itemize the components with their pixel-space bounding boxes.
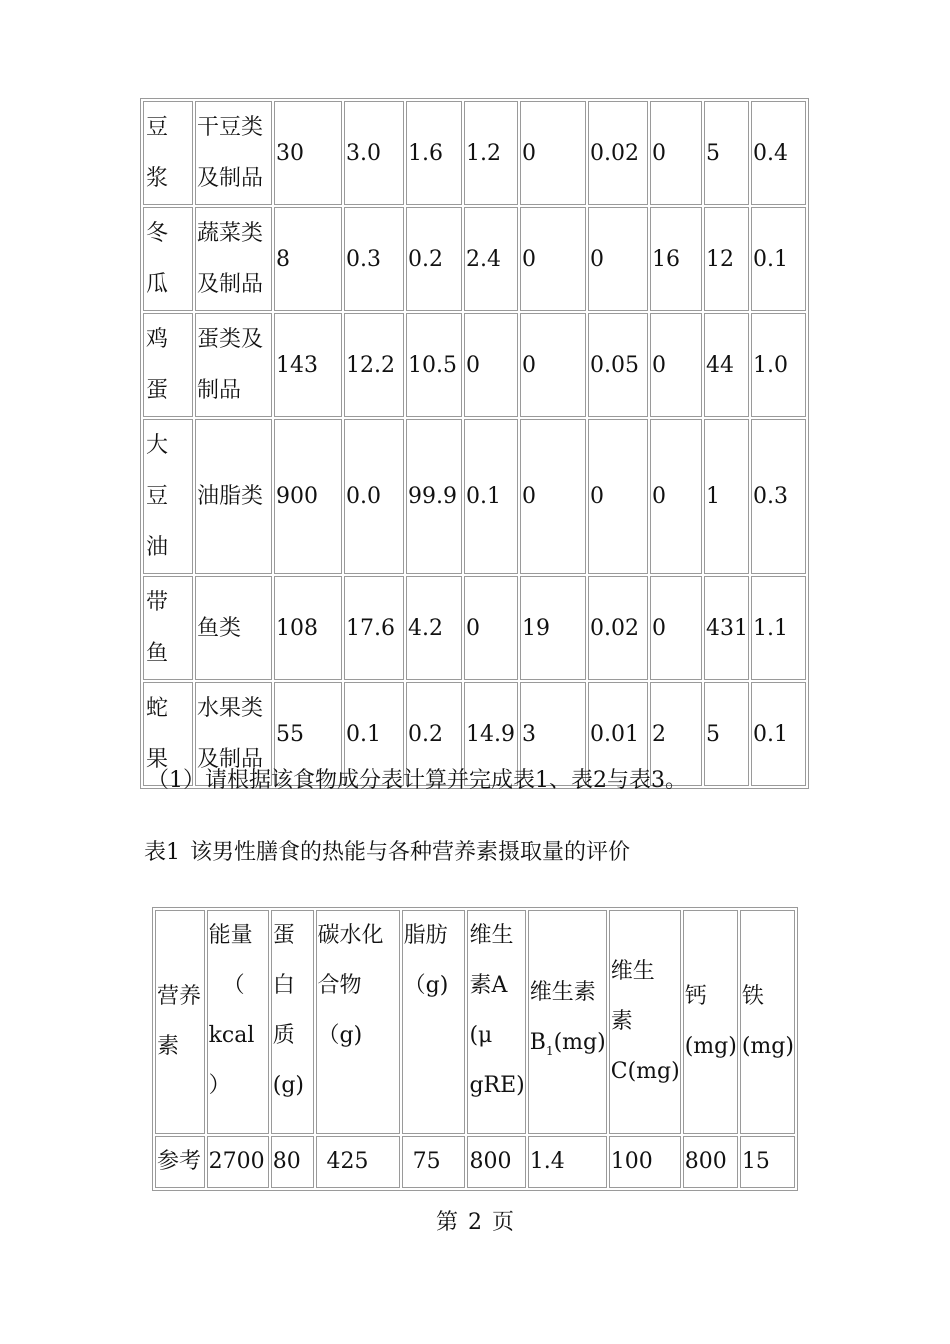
header-line: 合物	[317, 973, 362, 998]
header-line: (g)	[272, 1073, 305, 1098]
food-value-cell: 0.3	[344, 207, 404, 311]
food-value-cell: 0	[650, 101, 702, 205]
header-line: 钙	[684, 984, 707, 1009]
reference-value-cell: 75	[402, 1136, 466, 1188]
food-value-cell: 99.9	[406, 419, 462, 574]
table1-header-row	[155, 910, 795, 1134]
header-calcium	[683, 910, 738, 1134]
header-line: (mg)	[684, 1034, 737, 1059]
header-line	[530, 1018, 606, 1076]
food-value-cell: 17.6	[344, 576, 404, 680]
page-number: 2	[468, 1210, 482, 1235]
header-line: 素	[610, 1009, 633, 1034]
header-fat	[402, 910, 466, 1134]
food-row	[143, 576, 806, 680]
header-line: （g)	[317, 1023, 363, 1048]
food-value-cell: 0	[520, 419, 586, 574]
food-value-cell: 0	[464, 576, 518, 680]
food-name-line: 瓜	[146, 272, 169, 297]
food-name-line: 冬	[146, 221, 169, 246]
header-line: 质	[272, 1023, 295, 1048]
footer-suffix: 页	[492, 1210, 515, 1235]
header-line: 蛋	[272, 923, 295, 948]
food-row	[143, 419, 806, 574]
header-line: (μ	[469, 1023, 493, 1048]
reference-value-cell: 425	[316, 1136, 400, 1188]
food-value-cell: 0	[464, 313, 518, 417]
food-name-line: 浆	[146, 166, 169, 191]
table1-caption-text: 该男性膳食的热能与各种营养素摄取量的评价	[190, 840, 631, 865]
food-value-cell: 0.1	[751, 682, 806, 786]
food-value-cell: 0.02	[588, 576, 648, 680]
food-value-cell: 3	[520, 682, 586, 786]
footer-prefix: 第	[435, 1210, 458, 1235]
vitamin-b1-letter: B	[529, 1030, 546, 1055]
food-category-line: 及制品	[197, 747, 264, 772]
food-value-cell: 8	[274, 207, 342, 311]
reference-value-cell: 1.4	[528, 1136, 607, 1188]
food-name-cell	[143, 101, 193, 205]
food-name-line: 大	[146, 433, 169, 458]
food-value-cell: 0.02	[588, 101, 648, 205]
reference-value-cell: 15	[740, 1136, 795, 1188]
food-value-cell: 12.2	[344, 313, 404, 417]
food-value-cell: 0.3	[751, 419, 806, 574]
header-line: 碳水化	[317, 923, 384, 948]
table1-reference-row	[155, 1136, 795, 1188]
food-value-cell: 19	[520, 576, 586, 680]
food-name-cell	[143, 576, 193, 680]
food-value-cell: 14.9	[464, 682, 518, 786]
food-name-line: 豆	[146, 115, 169, 140]
food-value-cell: 2	[650, 682, 702, 786]
food-category-line: 油脂类	[197, 484, 264, 509]
food-value-cell: 12	[704, 207, 749, 311]
food-value-cell: 0	[588, 207, 648, 311]
food-value-cell: 55	[274, 682, 342, 786]
food-value-cell: 4.2	[406, 576, 462, 680]
food-value-cell: 0	[520, 101, 586, 205]
food-value-cell: 0	[588, 419, 648, 574]
food-row	[143, 207, 806, 311]
food-name-line: 蛇	[146, 696, 169, 721]
food-category-line: 制品	[197, 378, 242, 403]
food-name-line: 带	[146, 590, 169, 615]
table1-caption	[144, 838, 630, 868]
food-value-cell: 108	[274, 576, 342, 680]
food-value-cell: 431	[704, 576, 749, 680]
food-composition-table	[140, 98, 809, 789]
food-value-cell: 0.4	[751, 101, 806, 205]
food-value-cell: 0	[650, 313, 702, 417]
header-iron	[740, 910, 795, 1134]
food-value-cell: 1.6	[406, 101, 462, 205]
header-vitamin-a	[467, 910, 525, 1134]
reference-value-cell: 800	[467, 1136, 525, 1188]
food-name-line: 果	[146, 747, 169, 772]
header-line: 维生	[610, 959, 655, 984]
food-value-cell: 1	[704, 419, 749, 574]
header-line: 能量	[208, 923, 253, 948]
food-category-line: 蛋类及	[197, 327, 264, 352]
header-line: （g)	[403, 973, 449, 998]
header-line: (mg)	[741, 1034, 794, 1059]
food-value-cell: 0	[520, 207, 586, 311]
food-value-cell: 0.2	[406, 207, 462, 311]
header-line: 脂肪	[403, 923, 448, 948]
header-protein	[271, 910, 314, 1134]
food-value-cell: 0.05	[588, 313, 648, 417]
food-name-line: 鱼	[146, 641, 169, 666]
vitamin-b1-unit: (mg)	[553, 1030, 606, 1055]
food-name-line: 豆	[146, 484, 169, 509]
food-value-cell: 143	[274, 313, 342, 417]
header-vitamin-c	[609, 910, 681, 1134]
food-category-cell	[195, 313, 272, 417]
food-value-cell: 1.1	[751, 576, 806, 680]
header-line: 营养	[157, 984, 202, 1009]
header-line: 维生素	[529, 980, 596, 1005]
food-value-cell: 0	[650, 576, 702, 680]
header-line: kcal	[208, 1023, 255, 1048]
food-category-cell	[195, 101, 272, 205]
food-category-cell	[195, 419, 272, 574]
food-value-cell: 0.1	[751, 207, 806, 311]
header-energy	[207, 910, 269, 1134]
page-footer	[0, 1208, 950, 1238]
header-carbs	[316, 910, 400, 1134]
header-line: （	[222, 973, 245, 998]
food-row	[143, 101, 806, 205]
food-value-cell: 10.5	[406, 313, 462, 417]
food-name-cell	[143, 207, 193, 311]
food-value-cell: 16	[650, 207, 702, 311]
food-name-cell	[143, 313, 193, 417]
food-value-cell: 44	[704, 313, 749, 417]
food-value-cell: 0.1	[344, 682, 404, 786]
food-value-cell: 30	[274, 101, 342, 205]
header-nutrient	[155, 910, 205, 1134]
food-value-cell: 0.1	[464, 419, 518, 574]
food-category-line: 水果类	[197, 696, 264, 721]
header-line: C(mg)	[610, 1059, 680, 1084]
instruction-note: （1）请根据该食物成分表计算并完成表1、表2与表3。	[147, 768, 687, 793]
header-line: 素A	[469, 973, 508, 998]
header-line: 维生	[469, 923, 514, 948]
reference-value-cell: 80	[271, 1136, 314, 1188]
header-line: 素	[157, 1034, 180, 1059]
food-name-line: 鸡	[146, 327, 169, 352]
food-value-cell: 900	[274, 419, 342, 574]
food-value-cell: 0	[650, 419, 702, 574]
food-category-line: 及制品	[197, 166, 264, 191]
reference-value-cell: 100	[609, 1136, 681, 1188]
food-row	[143, 313, 806, 417]
food-category-line: 鱼类	[197, 615, 242, 641]
food-value-cell: 2.4	[464, 207, 518, 311]
header-line: ）	[208, 1073, 231, 1098]
food-category-cell	[195, 576, 272, 680]
food-value-cell: 1.2	[464, 101, 518, 205]
food-value-cell: 1.0	[751, 313, 806, 417]
food-category-cell	[195, 207, 272, 311]
food-value-cell: 5	[704, 682, 749, 786]
food-value-cell: 0.01	[588, 682, 648, 786]
food-category-line: 蔬菜类	[197, 221, 264, 246]
header-line: 白	[272, 973, 295, 998]
food-value-cell: 5	[704, 101, 749, 205]
food-name-line: 蛋	[146, 378, 169, 403]
header-line: gRE)	[469, 1073, 525, 1098]
food-category-line: 干豆类	[197, 115, 264, 140]
food-value-cell: 0	[520, 313, 586, 417]
header-vitamin-b1	[528, 910, 607, 1134]
food-value-cell: 0.0	[344, 419, 404, 574]
food-value-cell: 3.0	[344, 101, 404, 205]
vitamin-b1-subscript: 1	[545, 1044, 554, 1058]
reference-value-cell: 2700	[207, 1136, 269, 1188]
food-category-line: 及制品	[197, 272, 264, 297]
table1-caption-label: 表1	[144, 840, 180, 865]
reference-value-cell: 800	[683, 1136, 738, 1188]
food-name-line: 油	[146, 535, 169, 560]
header-line: 铁	[741, 984, 764, 1009]
food-value-cell: 0.2	[406, 682, 462, 786]
reference-label: 参考	[155, 1136, 205, 1188]
food-name-cell	[143, 419, 193, 574]
nutrient-reference-table	[152, 907, 798, 1191]
